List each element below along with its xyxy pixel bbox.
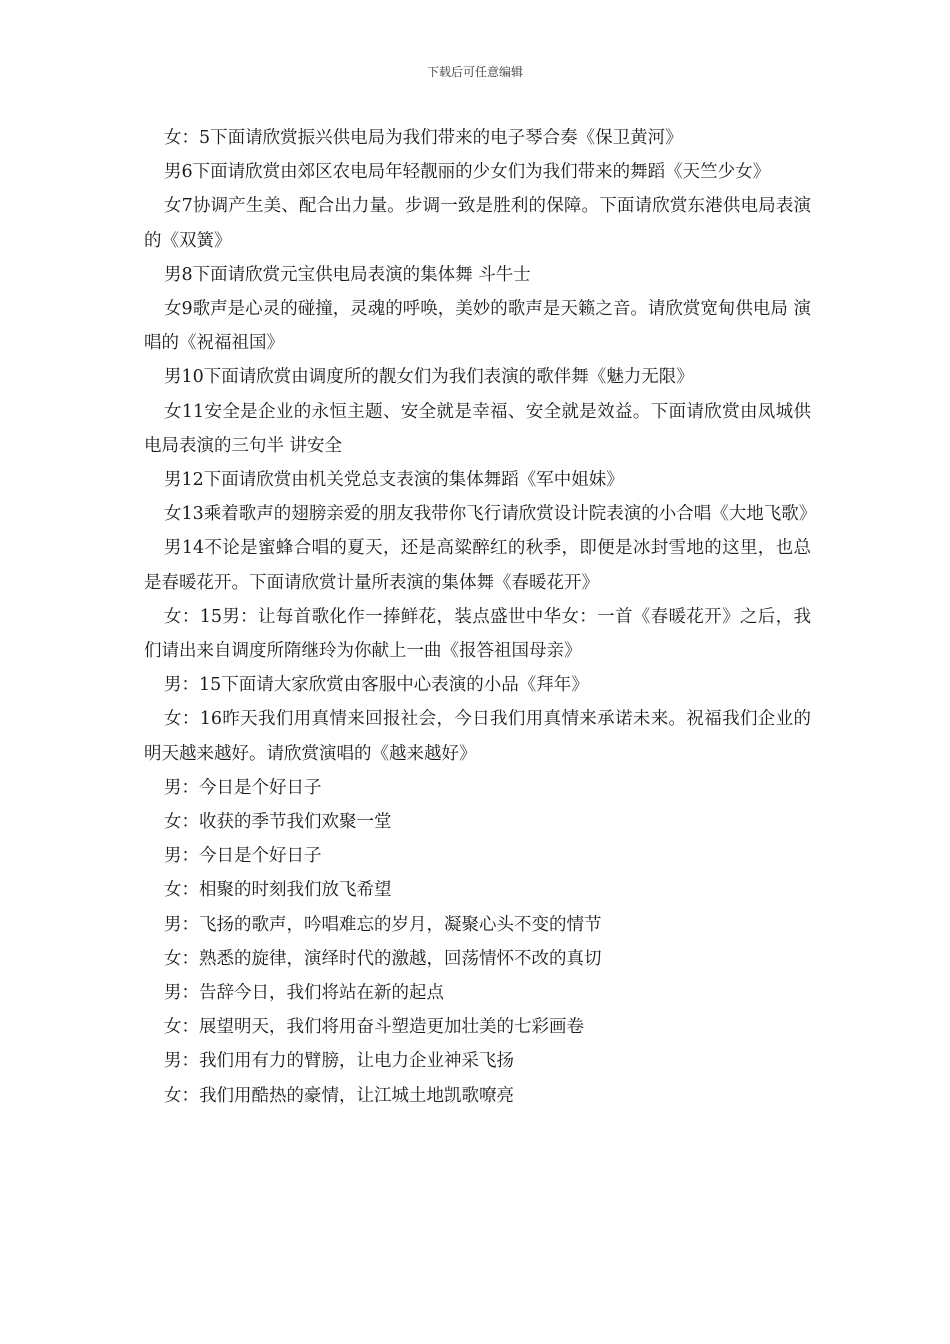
paragraph: 女11安全是企业的永恒主题、安全就是幸福、安全就是效益。下面请欣赏由凤城供电局表演的三句半 讲安全 bbox=[144, 401, 811, 456]
paragraph: 男：今日是个好日子 bbox=[164, 846, 322, 867]
paragraph: 男：我们用有力的臂膀，让电力企业神采飞扬 bbox=[164, 1051, 514, 1072]
paragraph: 男6下面请欣赏由郊区农电局年轻靓丽的少女们为我们带来的舞蹈《天竺少女》 bbox=[164, 162, 771, 183]
paragraph: 女：16昨天我们用真情来回报社会，今日我们用真情来承诺未来。祝福我们企业的明天越来越好。请欣赏演唱的《越来越好》 bbox=[144, 709, 811, 764]
paragraph: 女7协调产生美、配合出力量。步调一致是胜利的保障。下面请欣赏东港供电局表演的《双簧》 bbox=[144, 196, 811, 251]
paragraph: 女：熟悉的旋律，演绎时代的激越，回荡情怀不改的真切 bbox=[164, 948, 602, 969]
paragraph: 女：我们用酷热的豪情，让江城土地凯歌嘹亮 bbox=[164, 1085, 514, 1106]
paragraph: 男10下面请欣赏由调度所的靓女们为我们表演的歌伴舞《魅力无限》 bbox=[164, 367, 694, 388]
paragraph: 女：相聚的时刻我们放飞希望 bbox=[164, 880, 392, 901]
paragraph: 男：告辞今日，我们将站在新的起点 bbox=[164, 983, 444, 1004]
page-header: 下载后可任意编辑 bbox=[426, 65, 523, 79]
paragraph: 男：15下面请大家欣赏由客服中心表演的小品《拜年》 bbox=[164, 675, 589, 696]
paragraph: 女9歌声是心灵的碰撞，灵魂的呼唤，美妙的歌声是天籁之音。请欣赏宽甸供电局 演唱的《祝福祖国》 bbox=[144, 299, 811, 354]
paragraph: 男12下面请欣赏由机关党总支表演的集体舞蹈《军中姐妹》 bbox=[164, 470, 624, 491]
paragraph: 女：展望明天，我们将用奋斗塑造更加壮美的七彩画卷 bbox=[164, 1017, 584, 1038]
paragraph: 女：15男：让每首歌化作一捧鲜花，装点盛世中华女：一首《春暖花开》之后，我们请出来自调度所隋继玲为你献上一曲《报答祖国母亲》 bbox=[144, 606, 811, 662]
paragraph: 男：飞扬的歌声，吟唱难忘的岁月，凝聚心头不变的情节 bbox=[164, 914, 602, 935]
paragraph: 男14不论是蜜蜂合唱的夏天，还是高粱醉红的秋季，即便是冰封雪地的这里，也总是春暖花开。下面请欣赏计量所表演的集体舞《春暖花开》 bbox=[144, 538, 811, 593]
paragraph: 男：今日是个好日子 bbox=[164, 777, 322, 798]
paragraph: 女：收获的季节我们欢聚一堂 bbox=[164, 812, 392, 833]
paragraph: 男8下面请欣赏元宝供电局表演的集体舞 斗牛士 bbox=[164, 264, 531, 285]
paragraph: 女：5下面请欣赏振兴供电局为我们带来的电子琴合奏《保卫黄河》 bbox=[164, 128, 683, 148]
document-body bbox=[144, 121, 817, 1113]
paragraph: 女13乘着歌声的翅膀亲爱的朋友我带你飞行请欣赏设计院表演的小合唱《大地飞歌》 bbox=[164, 504, 817, 525]
